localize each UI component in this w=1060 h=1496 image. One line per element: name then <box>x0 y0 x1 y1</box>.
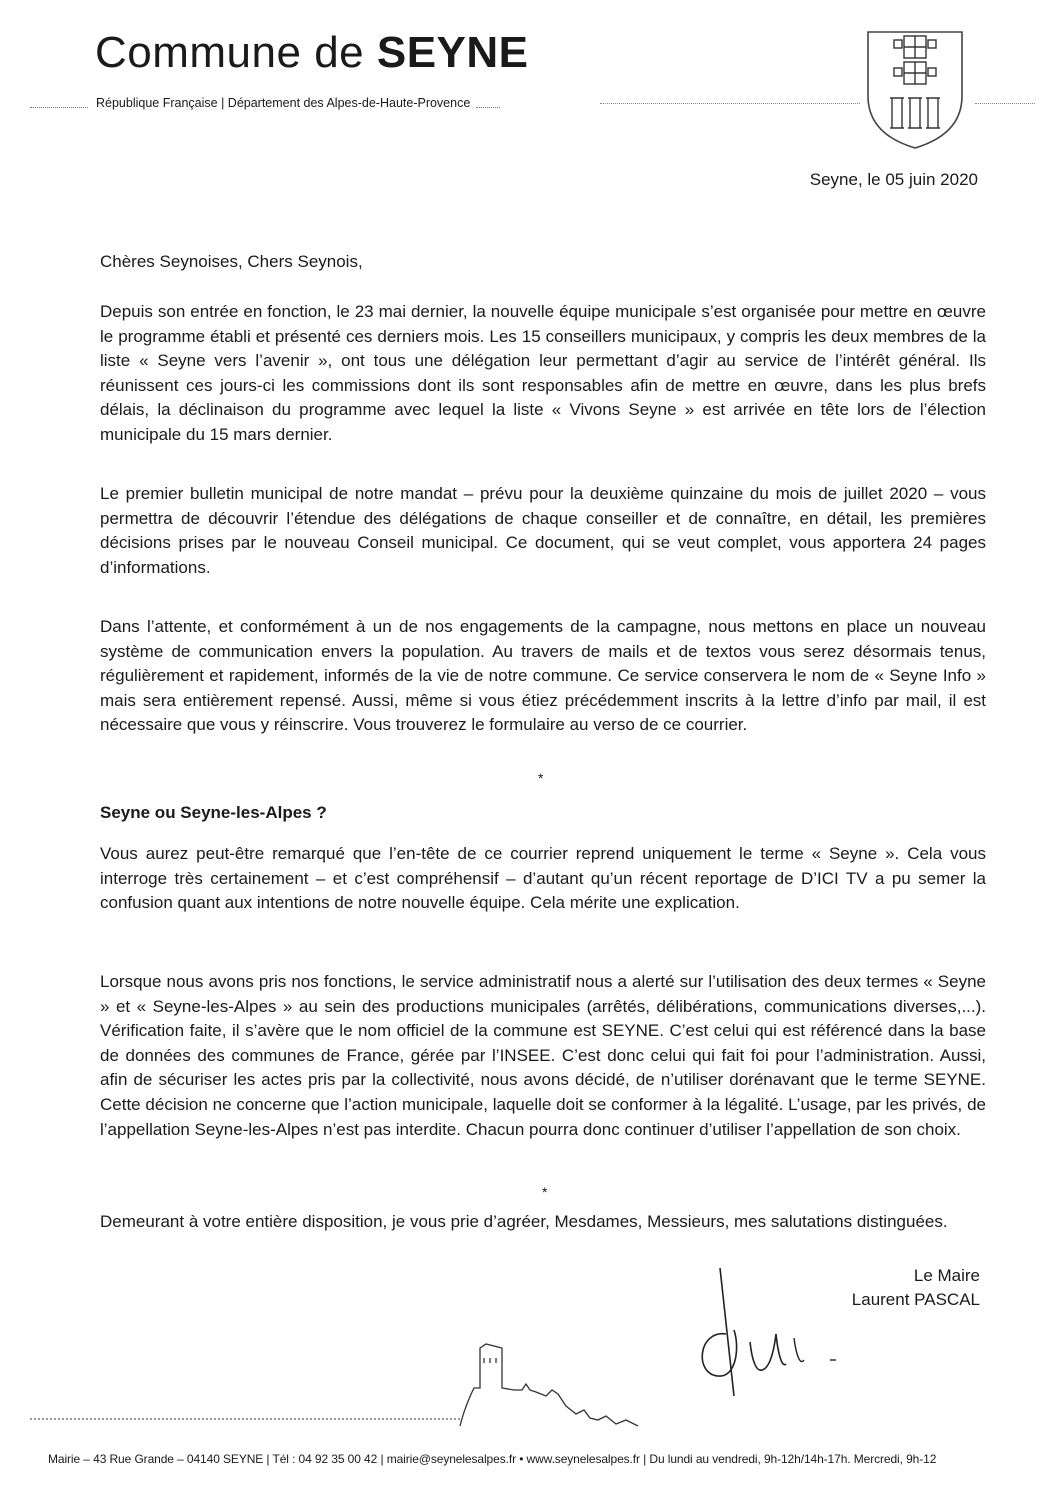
closing-paragraph: Demeurant à votre entière disposition, je vous prie d’agréer, Mesdames, Messieurs, mes salutations distinguées. <box>100 1212 948 1231</box>
letterhead-title <box>95 28 529 78</box>
village-skyline-drawing <box>456 1330 656 1430</box>
handwritten-signature <box>690 1264 840 1404</box>
section-separator: * <box>538 770 544 786</box>
dotted-rule <box>30 107 88 108</box>
dotted-rule <box>975 103 1035 104</box>
title-prefix: Commune de <box>95 28 377 77</box>
subline-text: République Française | Département des Alpes-de-Haute-Provence <box>96 96 471 110</box>
title-commune-name: SEYNE <box>376 28 529 77</box>
section-separator: * <box>542 1184 548 1200</box>
salutation: Chères Seynoises, Chers Seynois, <box>100 252 363 271</box>
signatory-role: Le Maire <box>913 1266 980 1285</box>
letterhead-subline <box>30 96 590 110</box>
paragraph-5: Lorsque nous avons pris nos fonctions, le service administratif nous a alerté sur l’utilisation des deux termes « Seyne » et « Seyne-les-Alpes » au sein des productions municipales (arrêtés, délibérations, communications diverses,...). Vérification faite, il s’avère que le nom officiel de la commune est SEYNE. C’est celui qui est référencé dans la base de données des communes de France, gérée par l’INSEE. C’est donc celui qui fait foi pour l’administration. Aussi, afin de sécuriser les actes pris par la collectivité, nous avons décidé, de n’utiliser dorénavant que le terme SEYNE. Cette décision ne concerne que l’action municipale, laquelle doit se conformer à la légalité. L’usage, par les privés, de l’appellation Seyne-les-Alpes n’est pas interdite. Chacun pourra donc continuer d’utiliser l’appellation de son choix. <box>100 972 986 1139</box>
footer-contact: Mairie – 43 Rue Grande – 04140 SEYNE | Tél : 04 92 35 00 42 | mairie@seynelesalpes.fr • www.seynelesalpes.fr | Du lundi au vendredi, 9h-12h/14h-17h. Mercredi, 9h-12 <box>48 1452 937 1466</box>
letter-date: Seyne, le 05 juin 2020 <box>809 170 978 189</box>
paragraph-2: Le premier bulletin municipal de notre mandat – prévu pour la deuxième quinzaine du mois de juillet 2020 – vous permettra de découvrir l’étendue des délégations de chaque conseiller et de connaître, en détail, les premières décisions prises par le nouveau Conseil municipal. Ce document, qui se veut complet, vous apportera 24 pages d’informations. <box>100 484 986 577</box>
dotted-rule <box>476 107 500 108</box>
paragraph-3: Dans l’attente, et conformément à un de nos engagements de la campagne, nous mettons en place un nouveau système de communication envers la population. Au travers de mails et de textos vous serez désormais tenus, régulièrement et rapidement, informés de la vie de notre commune. Ce service conservera le nom de « Seyne Info » mais sera entièrement repensé. Aussi, même si vous étiez précédemment inscrits à la lettre d’info par mail, il est nécessaire que vous y réinscrire. Vous trouverez le formulaire au verso de ce courrier. <box>100 617 986 735</box>
section-heading: Seyne ou Seyne-les-Alpes ? <box>100 803 327 822</box>
coat-of-arms-icon <box>860 26 970 152</box>
signatory-name: Laurent PASCAL <box>851 1290 980 1309</box>
paragraph-1: Depuis son entrée en fonction, le 23 mai dernier, la nouvelle équipe municipale s’est organisée pour mettre en œuvre le programme établi et présenté ces derniers mois. Les 15 conseillers municipaux, y compris les deux membres de la liste « Seyne vers l’avenir », ont tous une délégation leur permettant d’agir au service de l’intérêt général. Ils réunissent ces jours-ci les commissions dont ils sont responsables afin de mettre en œuvre, dans les plus brefs délais, la déclinaison du programme avec lequel la liste « Vivons Seyne » est arrivée en tête lors de l’élection municipale du 15 mars dernier. <box>100 302 986 444</box>
footer-dotted-rule <box>30 1418 460 1420</box>
paragraph-4: Vous aurez peut-être remarqué que l’en-tête de ce courrier reprend uniquement le terme « Seyne ». Cela vous interroge très certainement – et c’est compréhensif – d’autant qu’un récent reportage de D’ICI TV a pu semer la confusion quant aux intentions de notre nouvelle équipe. Cela mérite une explication. <box>100 844 986 913</box>
signature-block <box>852 1264 980 1312</box>
dotted-rule <box>600 103 860 104</box>
